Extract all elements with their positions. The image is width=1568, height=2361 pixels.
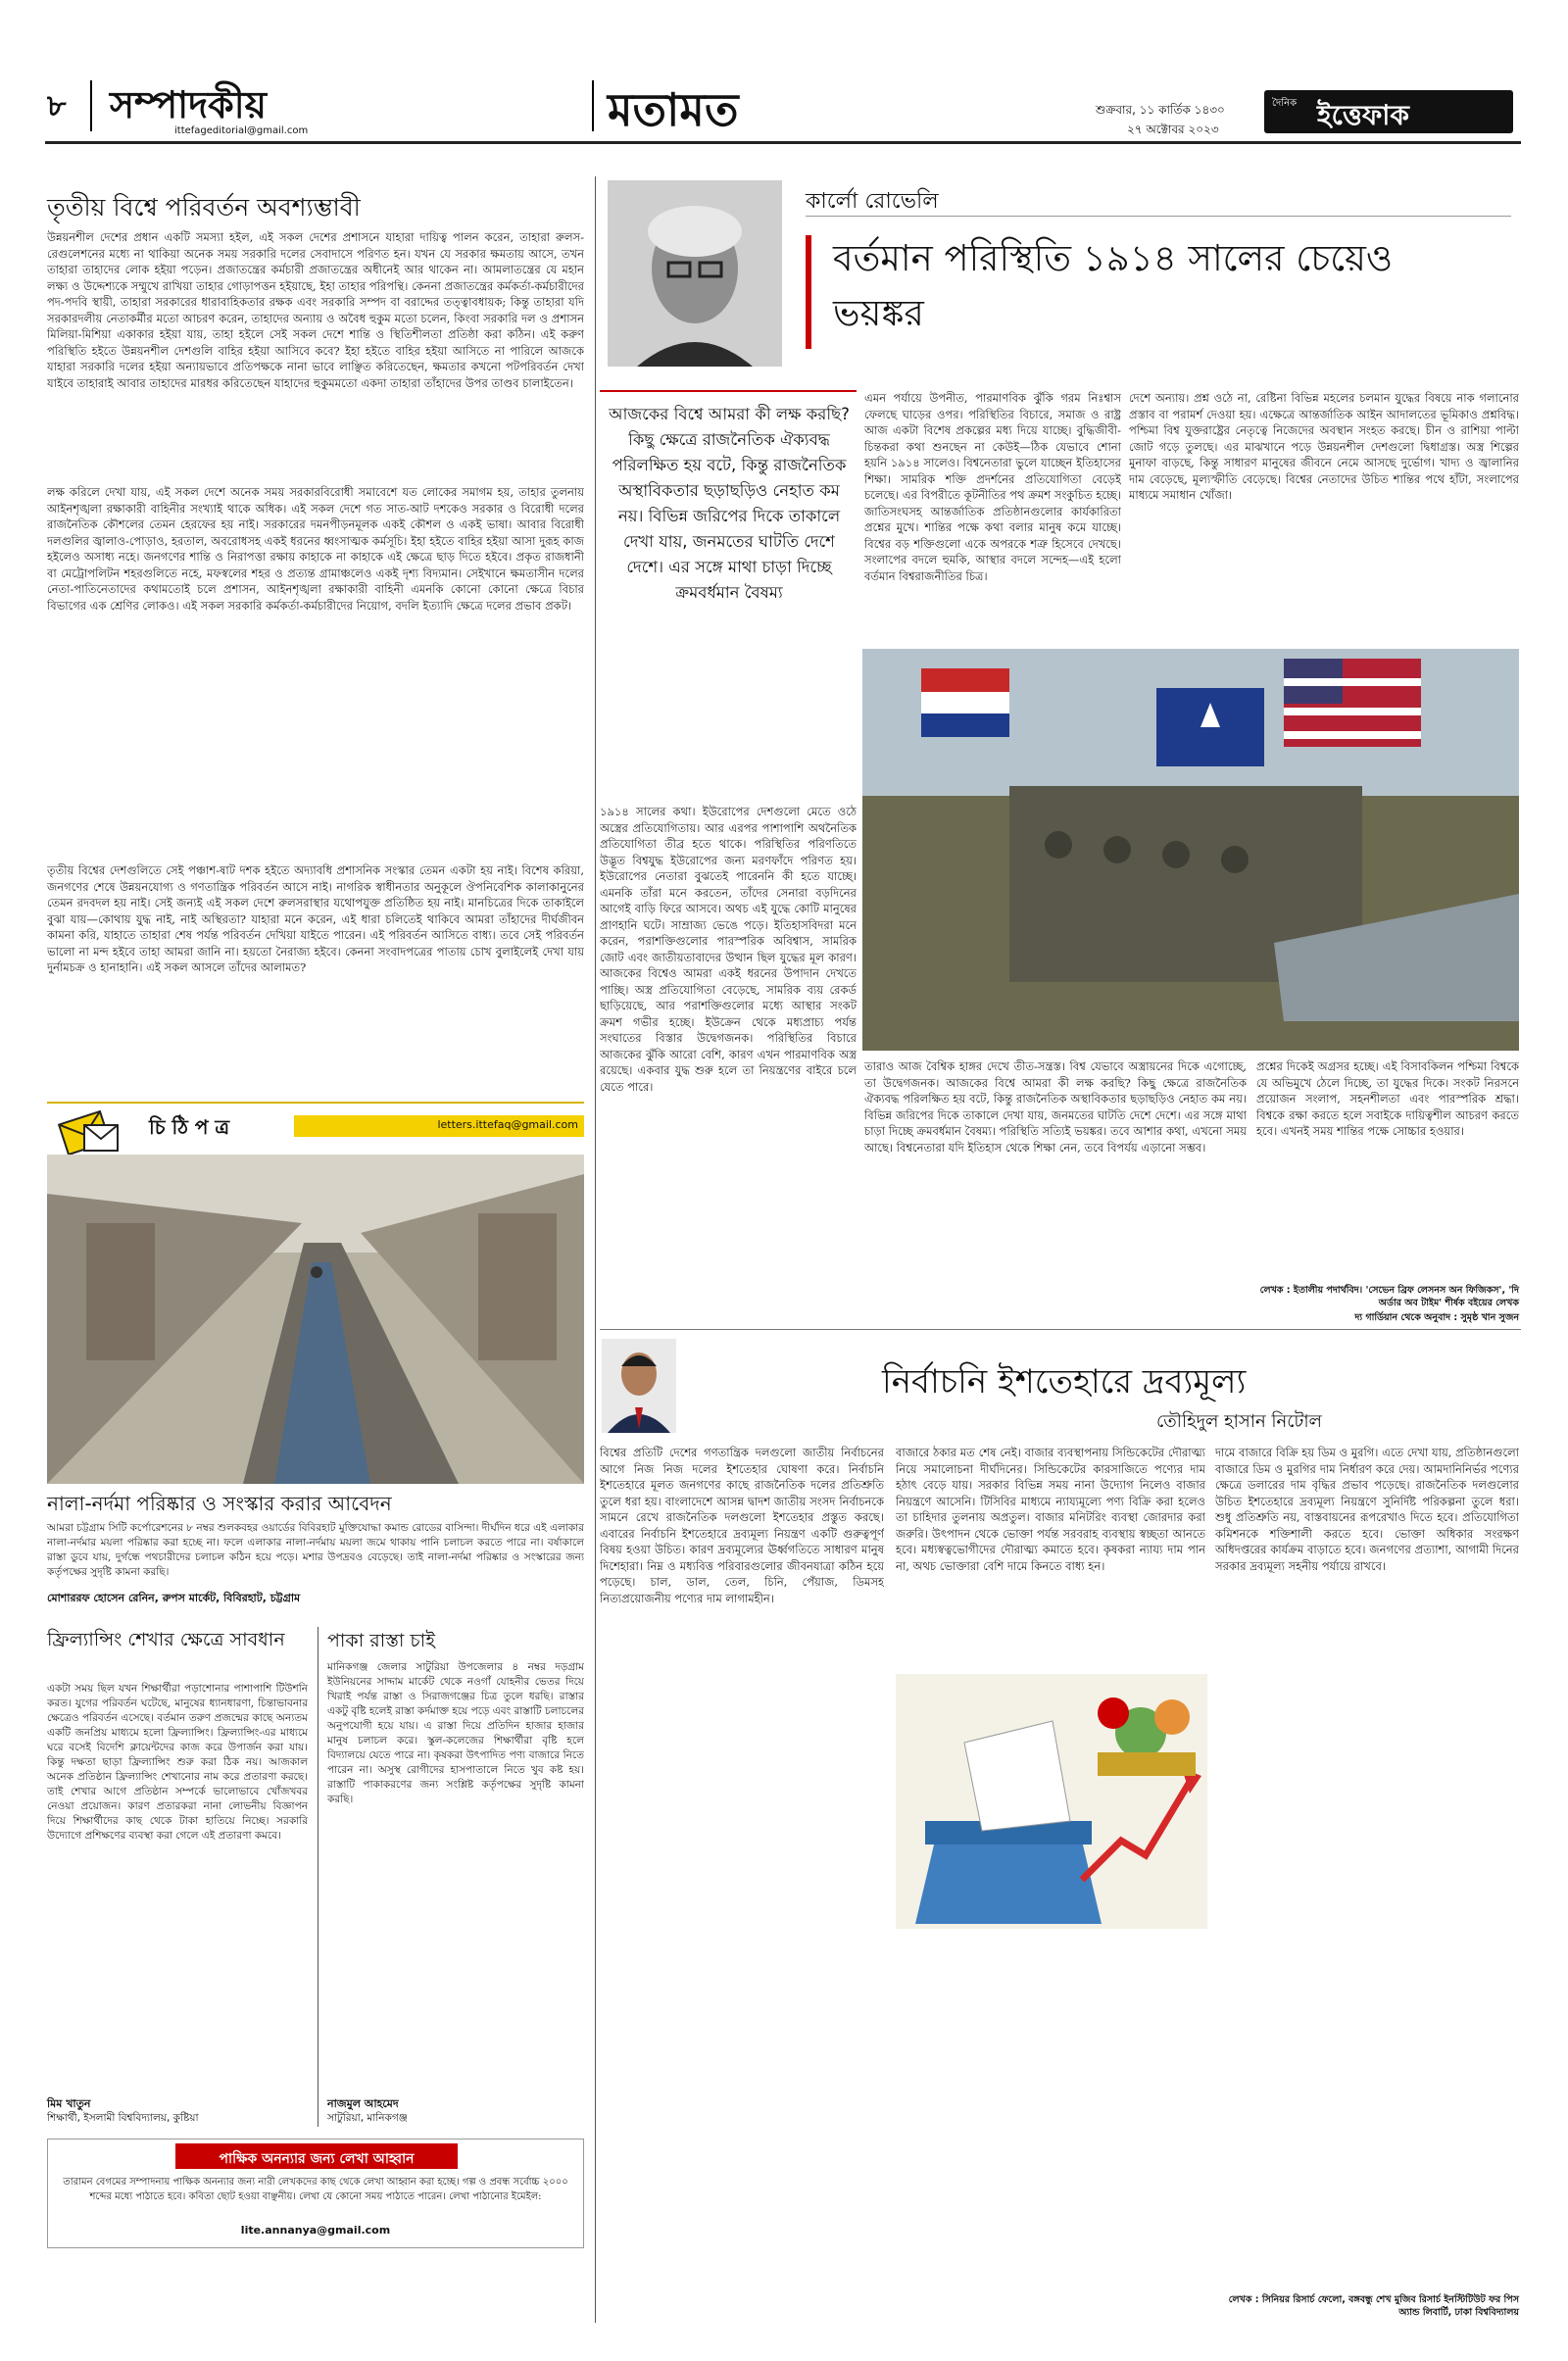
masthead-divider xyxy=(90,80,92,131)
editorial-email: ittefageditorial@gmail.com xyxy=(174,125,309,136)
annonya-email: lite.annanya@gmail.com xyxy=(240,2224,391,2237)
drain-street-photo xyxy=(47,1155,584,1484)
article2-col-3: দামে বাজারে বিক্রি হয় ডিম ও মুরগি। এতে দেখা যায়, প্রতিষ্ঠানগুলো বাজারে ডিম ও মুরগির দাম নির্ধারণ করে দেয়। আমদানিনির্ভর পণ্যের ক্ষেত্রে ডলারের দাম বৃদ্ধির প্রভাব পড়েছে। রাজনৈতিক দলগুলোর উচিত ইশতেহারে দ্রব্যমূল্য নিয়ন্ত্রণে সুনির্দিষ্ট পরিকল্পনা তুলে ধরা। শুধু প্রতিশ্রুতি নয়, বাস্তবায়নের রূপরেখাও দিতে হবে। প্রতিযোগিতা কমিশনকে শক্তিশালী করতে হবে। ভোক্তা অধিকার সংরক্ষণ অধিদপ্তরের কার্যক্রম বাড়াতে হবে। জনগণের প্রত্যাশা, আগামী দিনের সরকার দ্রব্যমূল্য সহনীয় পর্যায়ে রাখবে। xyxy=(1215,1446,1519,1573)
editorial-para-3: তৃতীয় বিশ্বের দেশগুলিতে সেই পঞ্চাশ-ষাট দশক হইতে অদ্যাবধি প্রশাসনিক সংস্কার তেমন একটা হয় নাই। বিশেষ করিয়া, জনগণের শেষে উন্নয়নযোগ্য ও গণতান্ত্রিক পরিবর্তন আসে নাই। নাগরিক স্বাধীনতার অনুকূলে ঔপনিবেশিক কালাকানুনের তেমন রদবদল হয় নাই। সেই জন্যই এই সকল দেশে রুলসরাস্থার যথোপযুক্ত প্রতিষ্ঠিত হয় নাই। মানচিত্রের দিকে তাকাইলে বুঝা যায়—কোথায় যুদ্ধ নাই, নাই অস্থিরতা? যাহারা মনে করেন, এই ধারা চলিতেই থাকিবে আমরা তাঁহাদের দীর্ঘজীবন কামনা করি, যাহাতে তাহারা শেষ পর্যন্ত পরিবর্তন দেখিয়া যাইতে পারেন। এই পরিবর্তন আসিতে বাধ্য। তবে সেই পরিবর্তন ভালো না মন্দ হইবে তাহা আমরা জানি না। হয়তো নৈরাজ্য হইবে। কেননা সংবাদপত্রের পাতায় চোখ বুলাইলেই দেখা যায় দুর্নামচক্র ও হানাহানি। এই সকল আসলে তাঁদের আলামত? xyxy=(47,863,584,974)
letter-1-signature: মোশাররফ হোসেন রেনিন, রুপস মার্কেট, বিবিরহাট, চট্টগ্রাম xyxy=(47,1592,301,1604)
letter-3-headline: পাকা রাস্তা চাই xyxy=(327,1630,436,1651)
author-photo-rovelli xyxy=(608,180,782,367)
date-line-1: শুক্রবার, ১১ কার্তিক ১৪৩০ xyxy=(1096,103,1225,117)
letter-2-text: একটা সময় ছিল যখন শিক্ষার্থীরা পড়াশোনার পাশাপাশি টিউশনি করত। যুগের পরিবর্তন ঘটেছে, মানুষের ধ্যানধারণা, চিন্তাভাবনার ক্ষেত্রেও পরিবর্তন এসেছে। বর্তমান তরুণ প্রজন্মের কাছে অন্যতম একটি জনপ্রিয় মাধ্যমে হলো ফ্রিল্যান্সিং। ফ্রিল্যান্সিং-এর মাধ্যমে ঘরে বসেই বিদেশি ক্লায়েন্টদের কাজ করে উপার্জন করা যায়। কিন্তু দক্ষতা ছাড়া ফ্রিল্যান্সিং শুরু করা ঠিক নয়। আজকাল অনেক প্রতিষ্ঠান ফ্রিল্যান্সিং শেখানোর নাম করে প্রতারণা করছে। তাই শেখার আগে প্রতিষ্ঠান সম্পর্কে ভালোভাবে খোঁজখবর নেওয়া প্রয়োজন। কারণ প্রতারকরা নানা লোভনীয় বিজ্ঞাপন দিয়ে শিক্ষার্থীদের কাছ থেকে টাকা হাতিয়ে নিচ্ছে। সরকারি উদ্যোগে প্রশিক্ষণের ব্যবস্থা করা গেলে এই প্রতারণা কমবে। xyxy=(47,1683,308,1842)
column-divider-left xyxy=(595,176,596,2323)
article-separator xyxy=(600,1329,1521,1330)
annonya-title: পাক্ষিক অনন্যার জন্য লেখা আহ্বান xyxy=(219,2151,415,2167)
feature-headline-accent xyxy=(806,235,811,349)
letter-2-headline: ফ্রিল্যান্সিং শেখার ক্ষেত্রে সাবধান xyxy=(47,1629,285,1650)
letters-section-title: চি ঠি প ত্র xyxy=(149,1115,230,1139)
letter-3-signature-place: সাটুরিয়া, মানিকগঞ্জ xyxy=(327,2112,408,2124)
letter-1-text: আমরা চট্টগ্রাম সিটি কর্পোরেশনের ৮ নম্বর শুলকবহর ওয়ার্ডের বিবিরহাট মুক্তিযোদ্ধা কমান্ড রোডের বাসিন্দা। দীর্ঘদিন ধরে এই এলাকার নালা-নর্দমার ময়লা পরিষ্কার করা হচ্ছে না। ফলে এলাকার নালা-নর্দমায় ময়লা জমে থাকায় পানি চলাচল করতে পারে না। বর্ষাকালে রাস্তা ডুবে যায়, দুর্গন্ধে পথচারীদের চলাচল কঠিন হয়ে পড়ে। মশার উপদ্রবও বেড়েছে। তাই নালা-নর্দমা পরিষ্কার ও সংস্কারের জন্য কর্তৃপক্ষের সুদৃষ্টি কামনা করছি। xyxy=(47,1522,584,1578)
brand-small: দৈনিক xyxy=(1272,98,1298,109)
page-number: ৮ xyxy=(47,89,67,123)
ittefaq-logo xyxy=(1264,90,1513,133)
editorial-para-1: উন্নয়নশীল দেশের প্রধান একটি সমস্যা হইল, এই সকল দেশের প্রশাসনে যাহারা দায়িত্ব পালন করেন, তাহারা রুলস-রেগুলেশনের মধ্যে না থাকিয়া অনেক সময় সরকারি দলের সেবাদাসে পরিণত হন। যখন যে সরকার ক্ষমতায় আসে, তখন তাহারা তাহাদের লোক হইয়া পড়েন। প্রজাতন্ত্রের কর্মচারী প্রজাতন্ত্রের অধীনেই আর থাকেন না। আমলাতন্ত্রের যে মহান লক্ষ্য ও উদ্দেশ্যকে সম্মুখে রাখিয়া তাহার গোড়াপত্তন হইয়াছে, ইহা তাহার পরিপন্থি। কেননা প্রজাতন্ত্রের কর্মকর্তা-কর্মচারীদের পদ-পদবি স্থায়ী, তাহারা সরকারের ধারাবাহিকতার রক্ষক এবং সরকারি সম্পদ বা বরাদ্দের তত্ত্বাবধায়ক; কিন্তু তাহারা যদি সরকারদলীয় নেতাকর্মীর মতো আচরণ করেন, তাহাদের অন্যায় ও অবৈধ হুকুম মতো চলেন, কিংবা সরকারি দল ও প্রশাসন মিলিয়া-মিশিয়া একাকার হইয়া যায়, তাহা হইলে সেই সকল দেশে শান্তি ও স্থিতিশীলতা প্রতিষ্ঠা করা কঠিন। এই করুণ পরিস্থিতি হইতে উন্নয়নশীল দেশগুলি বাহির হইয়া আসিবে কবে? ইহা হইতে বাহির হইয়া আসিতে না পারিলে আজকে যাহারা সরকারি দলের হইয়া অন্যায়ভাবে প্রতিপক্ষকে নানা ভাবে লাঞ্ছিত করিতেছেন, ক্ষমতার কখনো পটপরিবর্তন দেখা যাইবে তাহারাই আবার তাহাদের মারধর করিতেছেন যাহাদের হুকুমমতো একদা তাহারা তাঁহাদের উপর তাণ্ডব চালাইতেন। xyxy=(47,230,584,390)
annonya-text: তারামন বেগমের সম্পাদনায় পাক্ষিক অনন্যার জন্য নারী লেখকদের কাছ থেকে লেখা আহ্বান করা হচ্ছে। গল্প ও প্রবন্ধ সর্বোচ্চ ২০০০ শব্দের মধ্যে পাঠাতে হবে। কবিতা ছোট হওয়া বাঞ্ছনীয়। লেখা যে কোনো সময় পাঠাতে পারেন। লেখা পাঠানোর ইমেইল: xyxy=(63,2177,568,2202)
author-photo-nitol xyxy=(602,1339,676,1433)
annonya-notice-box xyxy=(47,2139,584,2248)
feature-col-5: প্রশ্নের দিকেই অগ্রসর হচ্ছে। এই বিসাবকিলন পশ্চিমা বিশ্বকে যে অভিমুখে ঠেলে দিচ্ছে, তা যুদ্ধের দিকে। সংকট নিরসনে প্রয়োজন সংলাপ, সহনশীলতা এবং পারস্পরিক শ্রদ্ধা। বিশ্বকে রক্ষা করতে হলে সবাইকে দায়িত্বশীল আচরণ করতে হবে। এখনই সময় শান্তির পক্ষে সোচ্চার হওয়ার। xyxy=(1256,1059,1519,1138)
feature-col-2: এমন পর্যায়ে উপনীত, পারমাণবিক ঝুঁকি গরম নিঃশ্বাস ফেলছে ঘাড়ের ওপর। পরিস্থিতির বিচারে, সমাজ ও রাষ্ট্র আজ একটা বিশেষ প্রকল্পের মধ্য দিয়ে যাচ্ছে। বুদ্ধিজীবী-চিন্তকরা কথা শুনছেন না কেউই—ঠিক যেভাবে শোনা হয়নি ১৯১৪ সালেও। বিশ্বনেতারা ভুলে যাচ্ছেন ইতিহাসের শিক্ষা। সামরিক শক্তি প্রদর্শনের প্রতিযোগিতা বেড়েই চলেছে। এর বিপরীতে কূটনীতির পথ ক্রমশ সংকুচিত হচ্ছে। জাতিসংঘসহ আন্তর্জাতিক প্রতিষ্ঠানগুলোর কার্যকারিতা প্রশ্নের মুখে। শান্তির পক্ষে কথা বলার মানুষ কমে যাচ্ছে। বিশ্বের বড় শক্তিগুলো একে অপরকে শত্রু হিসেবে দেখছে। সংলাপের বদলে হুমকি, আস্থার বদলে সন্দেহ—এই হলো বর্তমান বিশ্বরাজনীতির চিত্র। xyxy=(864,391,1121,583)
letters-email: letters.ittefaq@gmail.com xyxy=(437,1118,578,1131)
letters-email-bar xyxy=(294,1115,584,1137)
feature-credit-author: লেখক : ইতালীয় পদার্থবিদ। 'সেভেন ব্রিফ লেসনস অন ফিজিকস', 'দি অর্ডার অব টাইম' শীর্ষক বইয়ের লেখক xyxy=(1259,1285,1519,1308)
feature-pullquote-box xyxy=(600,390,857,800)
section-title-opinion: মতামত xyxy=(608,83,739,136)
article2-author: তৌহিদুল হাসান নিটোল xyxy=(1156,1411,1322,1432)
letters-top-rule xyxy=(47,1102,584,1104)
article2-col-1: বিশ্বের প্রতিটি দেশের গণতান্ত্রিক দলগুলো জাতীয় নির্বাচনের আগে নিজ নিজ দলের ইশতেহার ঘোষণা করে। নির্বাচনি ইশতেহারে মূলত জনগণের কাছে রাজনৈতিক দলের প্রতিশ্রুতি তুলে ধরা হয়। বাংলাদেশে আসন্ন দ্বাদশ জাতীয় সংসদ নির্বাচনকে সামনে রেখে রাজনৈতিক দলগুলো ইশতেহার প্রস্তুত করছে। এবারের নির্বাচনি ইশতেহারে দ্রব্যমূল্য নিয়ন্ত্রণ একটি গুরুত্বপূর্ণ বিষয় হওয়া উচিত। কারণ দ্রব্যমূল্যের ঊর্ধ্বগতিতে সাধারণ মানুষ দিশেহারা। নিম্ন ও মধ্যবিত্ত পরিবারগুলোর জীবনযাত্রা কঠিন হয়ে পড়েছে। চাল, ডাল, তেল, চিনি, পেঁয়াজ, ডিমসহ নিত্যপ্রয়োজনীয় পণ্যের দাম লাগামহীন। xyxy=(600,1446,884,1605)
article2-credit: লেখক : সিনিয়র রিসার্চ ফেলো, বঙ্গবন্ধু শেখ মুজিব রিসার্চ ইনস্টিটিউট ফর পিস অ্যান্ড লিবার্টি, ঢাকা বিশ্ববিদ্যালয় xyxy=(1228,2294,1519,2318)
feature-col-1: ১৯১৪ সালের কথা। ইউরোপের দেশগুলো মেতে ওঠে অস্ত্রের প্রতিযোগিতায়। আর এরপর পাশাপাশি অথনৈতিক প্রতিযোগিতা তীব্র হতে থাকে। পরিস্থিতির পরিণতিতে উদ্ভূত বিশ্বযুদ্ধ ইউরোপের জন্য মরণফাঁদে পরিণত হয়। ইউরোপের নেতারা বুঝতেই পারেননি কী হতে যাচ্ছে। এমনকি তাঁরা মনে করতেন, তাঁদের সেনারা বড়দিনের আগেই বাড়ি ফিরে আসবে। অথচ এই যুদ্ধে কোটি মানুষের প্রাণহানি ঘটে। সাম্রাজ্য ভেঙে পড়ে। ইতিহাসবিদরা মনে করেন, পরাশক্তিগুলোর পারস্পরিক অবিশ্বাস, সামরিক জোট এবং জাতীয়তাবাদের উত্থান ছিল যুদ্ধের মূল কারণ। আজকের বিশ্বেও আমরা একই ধরনের উপাদান দেখতে পাচ্ছি। অস্ত্র প্রতিযোগিতা বেড়েছে, সামরিক ব্যয় রেকর্ড ছাড়িয়েছে, আর পরাশক্তিগুলোর মধ্যে আস্থার সংকট ক্রমশ গভীর হচ্ছে। ইউক্রেন থেকে মধ্যপ্রাচ্য পর্যন্ত সংঘাতের বিস্তার উদ্বেগজনক। পরিস্থিতির বিচারে আজকের ঝুঁকি আরো বেশি, কারণ এখন পারমাণবিক অস্ত্র রয়েছে। একবার যুদ্ধ শুরু হলে তা নিয়ন্ত্রণের বাইরে চলে যেতে পারে। xyxy=(600,805,857,1094)
letter-1-headline: নালা-নর্দমা পরিষ্কার ও সংস্কার করার আবেদন xyxy=(47,1492,392,1515)
article2-col-2: বাজারে ঠকার মত শেষ নেই। বাজার ব্যবস্থাপনায় সিন্ডিকেটের দৌরাত্ম্য নিয়ে সমালোচনা দীর্ঘদিনের। সিন্ডিকেটের কারসাজিতে পণ্যের দাম হঠাৎ বেড়ে যায়। সরকার বিভিন্ন সময় নানা উদ্যোগ নিলেও বাজার নিয়ন্ত্রণে আসেনি। টিসিবির মাধ্যমে ন্যায্যমূল্যে পণ্য বিক্রি করা হলেও তা চাহিদার তুলনায় অপ্রতুল। বাজার মনিটরিং ব্যবস্থা জোরদার করা জরুরি। উৎপাদন থেকে ভোক্তা পর্যন্ত সরবরাহ ব্যবস্থায় স্বচ্ছতা আনতে হবে। মধ্যস্বত্বভোগীদের দৌরাত্ম্য কমাতে হবে। কৃষকরা ন্যায্য দাম পান না, অথচ ভোক্তারা বেশি দামে কিনতে বাধ্য হন। xyxy=(896,1446,1205,1573)
military-parade-photo xyxy=(862,649,1519,1051)
price-ballot-illustration xyxy=(896,1674,1207,1929)
article2-headline: নির্বাচনি ইশতেহারে দ্রব্যমূল্য xyxy=(882,1362,1247,1402)
section-title-editorial: সম্পাদকীয় xyxy=(110,83,267,126)
letter-2-signature-name: মিম খাতুন xyxy=(47,2097,91,2110)
masthead-rule xyxy=(45,141,1521,144)
feature-col-4: তারাও আজ বৈশ্বিক হাঙ্গর দেখে তীত-সন্ত্রস্ত। বিশ্ব যেভাবে অস্ত্রায়নের দিকে এগোচ্ছে, তা উদ্বেগজনক। আজকের বিশ্বে আমরা কী লক্ষ করছি? কিছু ক্ষেত্রে রাজনৈতিক ঐক্যবদ্ধ পরিলক্ষিত হয় বটে, কিন্তু রাজনৈতিক অস্থাবিকতার ছড়াছড়িও নেহাত কম নয়। বিভিন্ন জরিপের দিকে তাকালে দেখা যায়, জনমতের ঘাটতি দেশে দেশে। এর সঙ্গে মাথা চাড়া দিচ্ছে ক্রমবর্ধমান বৈষম্য। পরিস্থিতি সত্যিই ভয়ঙ্কর। তবে আশার কথা, এখনো সময় আছে। বিশ্বনেতারা যদি ইতিহাস থেকে শিক্ষা নেন, তবে বিপর্যয় এড়ানো সম্ভব। xyxy=(864,1059,1247,1155)
feature-credit-translator: দ্য গার্ডিয়ান থেকে অনুবাদ : সুমৃষ্ঠ খান সুজন xyxy=(1354,1312,1519,1323)
feature-author: কার্লো রোভেলি xyxy=(806,189,939,214)
editorial-headline: তৃতীয় বিশ্বে পরিবর্তন অবশ্যম্ভাবী xyxy=(47,193,361,221)
editorial-para-2: লক্ষ করিলে দেখা যায়, এই সকল দেশে অনেক সময় সরকারবিরোধী সমাবেশে যত লোকের সমাগম হয়, তাহার তুলনায় আইনশৃঙ্খলা রক্ষাকারী বাহিনীর সংখ্যাই থাকে অধিক। এই সকল দেশে গত সাত-আট দশকেও সরকার ও বিরোধী দলের রাজনৈতিক কৌশলের তেমন হেরফের হয় নাই। সরকারের দমনপীড়নমূলক একই কৌশল ও একই ভাষা। আবার বিরোধী দলগুলির জ্বালাও-পোড়াও, হরতাল, অবরোধসহ একই ধরনের ধ্বংসাত্মক কর্মসূচি। ইহা হইতে বাহির হইয়া আসা দুরূহ কাজ হইলেও অসাধ্য নহে। জনগণের শান্তি ও নিরাপত্তা রক্ষায় কাহাকে না কাহাকে এই ক্ষেত্রে ছাড় দিতে হইবে। প্রকৃত রাজধানী বা মেট্রোপলিটন শহরগুলিতে নহে, মফস্বলের শহর ও প্রত্যন্ত গ্রামাঞ্চলেও একই দৃশ্য বিদ্যমান। সেইখানে ক্ষমতাসীন দলের নেতা-পাতিনেতাদের কথামতোই চলে প্রশাসন, আইনশৃঙ্খলা রক্ষাকারী বাহিনী এমনকি কোনো কোনো ক্ষেত্রে বিচার বিভাগের এক শ্রেণির লোকও। এই সকল সরকারি কর্মকর্তা-কর্মচারীদের নিয়োগ, বদলি ইত্যাদি ক্ষেত্রে দলের প্রভাব প্রকট। xyxy=(47,485,584,613)
feature-headline: বর্তমান পরিস্থিতি ১৯১৪ সালের চেয়েও ভয়ঙ্কর xyxy=(833,237,1394,334)
letter-3-text: মানিকগঞ্জ জেলার সাটুরিয়া উপজেলার ৪ নম্বর দড়গ্রাম ইউনিয়নের সাদ্দাম মার্কেট থেকে নওগাঁ যোহনীর ভেতর দিয়ে খিরাই পর্যন্ত রাস্তা ও সিরাজগঞ্জের চিত্র তুলে ধরছি। রাস্তার একটু বৃষ্টি হলেই রাস্তা কর্দমাক্ত হয়ে পড়ে এবং রাস্তাটি চলাচলের অনুপযোগী হয়ে যায়। এ রাস্তা দিয়ে প্রতিদিন হাজার হাজার মানুষ চলাচল করে। স্কুল-কলেজের শিক্ষার্থীরা বৃষ্টি হলে বিদ্যালয়ে যেতে পারে না। কৃষকরা উৎপাদিত পণ্য বাজারে নিতে পারেন না। অসুস্থ রোগীদের হাসপাতালে নিতে খুব কষ্ট হয়। রাস্তাটি পাকাকরণের জন্য সংশ্লিষ্ট কর্তৃপক্ষের সুদৃষ্টি কামনা করছি। xyxy=(327,1661,584,1805)
letter-3-signature-name: নাজমুল আহমেদ xyxy=(327,2097,399,2110)
letter-2-signature-role: শিক্ষার্থী, ইসলামী বিশ্ববিদ্যালয়, কুষ্টিয়া xyxy=(47,2112,199,2124)
feature-author-rule xyxy=(806,216,1511,217)
feature-pullquote: আজকের বিশ্বে আমরা কী লক্ষ করছি? কিছু ক্ষেত্রে রাজনৈতিক ঐক্যবদ্ধ পরিলক্ষিত হয় বটে, কিন্তু রাজনৈতিক অস্থাবিকতার ছড়াছড়িও নেহাত কম নয়। বিভিন্ন জরিপের দিকে তাকালে দেখা যায়, জনমতের ঘাটতি দেশে দেশে। এর সঙ্গে মাথা চাড়া দিচ্ছে ক্রমবর্ধমান বৈষম্য xyxy=(609,405,850,602)
feature-col-3: দেশে অন্যায়। প্রশ্ন ওঠে না, রেষ্টিনা বিভিন্ন মহলের চলমান যুদ্ধের বিষয়ে নাক গলানোর প্রস্তাব বা পরামর্শ দেওয়া হয়। এক্ষেত্রে আন্তর্জাতিক আইন আদালতের ভূমিকাও প্রশ্নবিদ্ধ। পশ্চিমা বিশ্ব যুক্তরাষ্ট্রের নেতৃত্বে নিজেদের অবস্থান সংহত করছে। চীন ও রাশিয়া পাল্টা জোট গড়ে তুলছে। এর মাঝখানে পড়ে উন্নয়নশীল দেশগুলো দ্বিধাগ্রস্ত। অস্ত্র শিল্পের মুনাফা বাড়ছে, কিন্তু সাধারণ মানুষের জীবনে নেমে আসছে দুর্ভোগ। খাদ্য ও জ্বালানির দাম বেড়েছে, মূল্যস্ফীতি বেড়েছে। বিশ্বের নেতাদের উচিত শান্তির পথে হাঁটা, সংলাপের মাধ্যমে সমাধান খোঁজা। xyxy=(1129,391,1519,502)
brand-name: ইত্তেফাক xyxy=(1317,99,1410,131)
masthead-divider-2 xyxy=(592,80,594,131)
date-line-2: ২৭ অক্টোবর ২০২৩ xyxy=(1127,123,1219,136)
